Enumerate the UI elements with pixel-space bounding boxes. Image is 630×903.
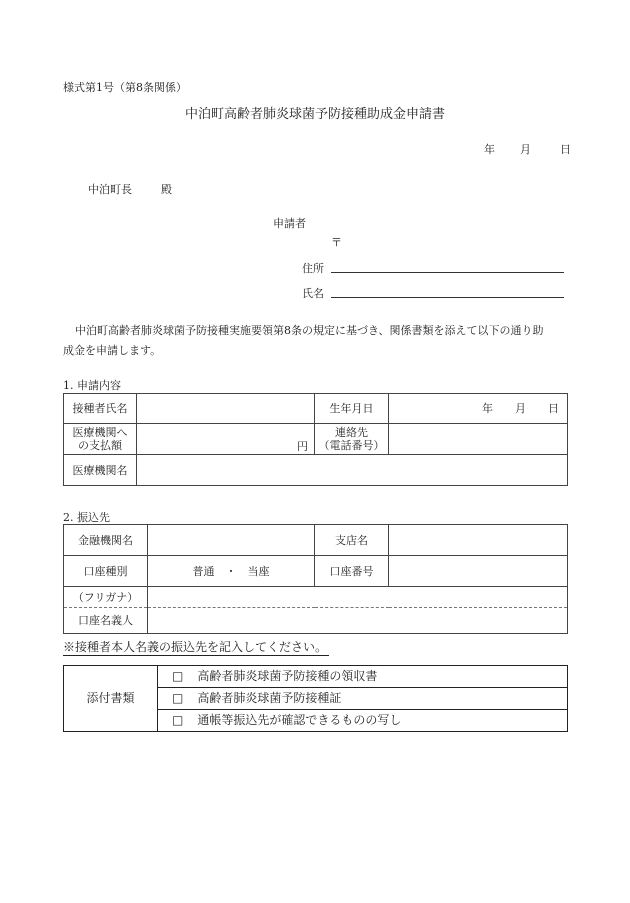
clinic-field[interactable]	[137, 455, 568, 486]
addressee-honorific: 殿	[161, 183, 172, 196]
holder-field[interactable]	[148, 608, 568, 634]
contact-label-line1: 連絡先	[335, 426, 368, 439]
contact-label-line2: （電話番号）	[318, 439, 385, 452]
address-field[interactable]	[331, 272, 564, 273]
attachment-item[interactable]	[158, 710, 568, 732]
date-line	[484, 141, 571, 157]
branch-label: 支店名	[315, 525, 389, 556]
branch-field[interactable]	[389, 525, 568, 556]
contact-label	[315, 424, 389, 455]
attachment-item-label: 通帳等振込先が確認できるものの写し	[197, 713, 402, 727]
account-number-label: 口座番号	[315, 556, 389, 587]
account-number-field[interactable]	[389, 556, 568, 587]
transfer-note: ※接種者本人名義の振込先を記入してください。	[63, 640, 328, 654]
birth-day: 日	[548, 402, 559, 415]
checkbox-icon[interactable]: □	[172, 691, 184, 705]
application-table	[63, 393, 568, 486]
applicant-label: 申請者	[273, 217, 306, 230]
holder-label: 口座名義人	[64, 608, 148, 634]
addressee	[88, 181, 172, 197]
birth-year: 年	[482, 402, 493, 415]
form-id: 様式第1号（第8条関係）	[63, 81, 187, 94]
addressee-name: 中泊町長	[88, 183, 132, 196]
section1-heading: 1. 申請内容	[63, 379, 121, 392]
attachments-label: 添付書類	[64, 666, 158, 732]
birthdate-field[interactable]	[389, 394, 568, 424]
transfer-table	[63, 524, 568, 634]
payment-label	[64, 424, 137, 455]
furigana-field[interactable]	[148, 587, 568, 608]
yen-label: 円	[297, 440, 308, 453]
checkbox-icon[interactable]: □	[172, 713, 184, 727]
attachment-item[interactable]	[158, 666, 568, 688]
body-text-line1: 中泊町高齢者肺炎球菌予防接種実施要領第8条の規定に基づき、関係書類を添えて以下の通り助	[75, 324, 544, 337]
date-day: 日	[560, 143, 571, 156]
payment-field[interactable]	[137, 424, 315, 455]
name-label: 氏名	[302, 287, 324, 300]
payment-label-line1: 医療機関へ	[72, 426, 128, 439]
attachments-table	[63, 665, 568, 732]
address-label: 住所	[302, 262, 324, 275]
date-year: 年	[484, 143, 495, 156]
account-type-label: 口座種別	[64, 556, 148, 587]
bank-field[interactable]	[148, 525, 315, 556]
birth-month: 月	[515, 402, 526, 415]
payment-label-line2: の支払額	[78, 439, 122, 452]
attachment-item-label: 高齢者肺炎球菌予防接種の領収書	[197, 669, 378, 683]
checkbox-icon[interactable]: □	[172, 669, 184, 683]
recipient-name-label: 接種者氏名	[64, 394, 137, 424]
account-type-options[interactable]: 普通 ・ 当座	[148, 556, 315, 587]
date-month: 月	[520, 143, 531, 156]
attachment-item-label: 高齢者肺炎球菌予防接種証	[197, 691, 342, 705]
name-field[interactable]	[331, 297, 564, 298]
body-text-line2: 成金を申請します。	[63, 344, 162, 357]
page-title: 中泊町高齢者肺炎球菌予防接種助成金申請書	[184, 107, 445, 122]
contact-field[interactable]	[389, 424, 568, 455]
recipient-name-field[interactable]	[137, 394, 315, 424]
furigana-label: （フリガナ）	[64, 587, 148, 608]
postal-mark: 〒	[331, 236, 342, 249]
birthdate-label: 生年月日	[315, 394, 389, 424]
clinic-label: 医療機関名	[64, 455, 137, 486]
bank-label: 金融機関名	[64, 525, 148, 556]
attachment-item[interactable]	[158, 688, 568, 710]
section2-heading: 2. 振込先	[63, 511, 110, 524]
